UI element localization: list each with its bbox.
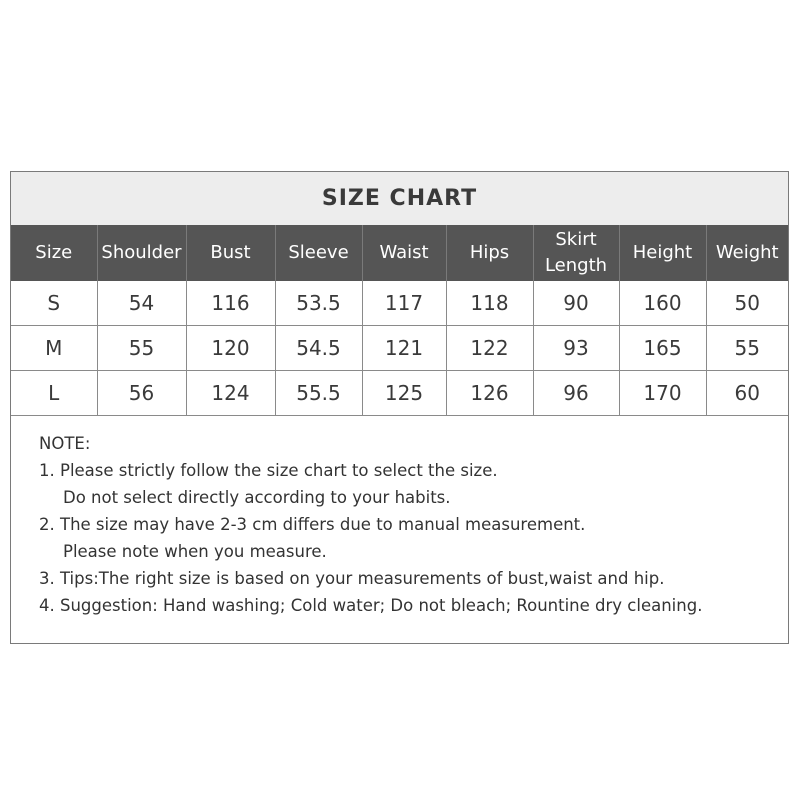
table-cell: 55.5	[275, 371, 362, 416]
table-cell: 50	[706, 281, 788, 326]
table-cell: 122	[446, 326, 533, 371]
note-item: 1. Please strictly follow the size chart to select the size.	[39, 461, 498, 480]
table-cell: 125	[362, 371, 446, 416]
table-row	[11, 281, 788, 326]
table-cell: 126	[446, 371, 533, 416]
table-cell: 53.5	[275, 281, 362, 326]
table-cell: 96	[533, 371, 619, 416]
table-cell: 116	[186, 281, 275, 326]
table-cell: 93	[533, 326, 619, 371]
table-cell: 90	[533, 281, 619, 326]
table-cell: 118	[446, 281, 533, 326]
table-header-row	[11, 225, 788, 281]
note-item-continuation: Please note when you measure.	[63, 542, 327, 561]
header-skirt-length: Skirt Length	[533, 225, 619, 281]
note-item-continuation: Do not select directly according to your habits.	[63, 488, 451, 507]
table-row	[11, 371, 788, 416]
chart-title: SIZE CHART	[11, 172, 788, 225]
table-cell: 165	[619, 326, 706, 371]
table-cell: 54.5	[275, 326, 362, 371]
table-cell: 117	[362, 281, 446, 326]
header-height: Height	[619, 225, 706, 281]
table-cell: L	[11, 371, 97, 416]
table-cell: S	[11, 281, 97, 326]
table-cell: 170	[619, 371, 706, 416]
header-hips: Hips	[446, 225, 533, 281]
table-cell: 120	[186, 326, 275, 371]
table-cell: 60	[706, 371, 788, 416]
notes-heading: NOTE:	[39, 434, 91, 453]
note-item: 3. Tips:The right size is based on your measurements of bust,waist and hip.	[39, 569, 665, 588]
notes-section	[39, 430, 779, 619]
size-chart	[10, 171, 789, 644]
table-cell: 121	[362, 326, 446, 371]
header-weight: Weight	[706, 225, 788, 281]
header-waist: Waist	[362, 225, 446, 281]
table-cell: 54	[97, 281, 186, 326]
note-item: 2. The size may have 2-3 cm differs due to manual measurement.	[39, 515, 586, 534]
table-cell: 55	[706, 326, 788, 371]
table-cell: 55	[97, 326, 186, 371]
size-table	[11, 225, 788, 416]
note-item: 4. Suggestion: Hand washing; Cold water; Do not bleach; Rountine dry cleaning.	[39, 596, 703, 615]
table-cell: 124	[186, 371, 275, 416]
table-cell: M	[11, 326, 97, 371]
header-sleeve: Sleeve	[275, 225, 362, 281]
header-shoulder: Shoulder	[97, 225, 186, 281]
table-cell: 56	[97, 371, 186, 416]
table-row	[11, 326, 788, 371]
header-bust: Bust	[186, 225, 275, 281]
header-size: Size	[11, 225, 97, 281]
table-cell: 160	[619, 281, 706, 326]
